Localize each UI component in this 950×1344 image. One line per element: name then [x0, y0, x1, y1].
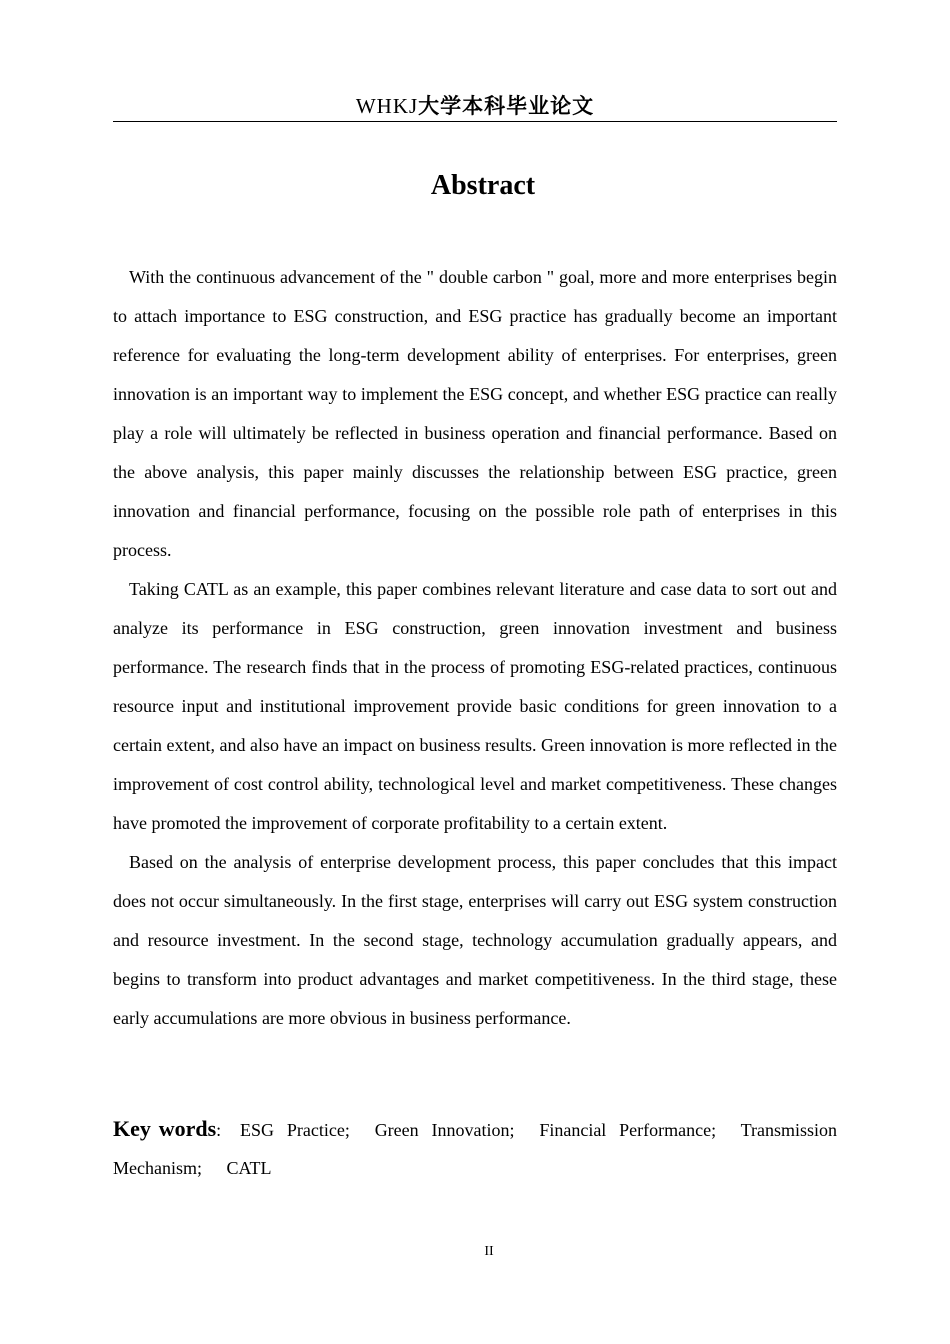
page-number: II: [484, 1244, 494, 1259]
keyword-item: Financial Performance;: [539, 1120, 717, 1140]
keyword-item: ESG Practice;: [240, 1120, 350, 1140]
abstract-paragraph: With the continuous advancement of the " double carbon " goal, more and more enterprises begin to attach importance to ESG construction, and ESG practice has gradually become an important reference for evaluating the long-term development ability of enterprises. For enterprises, green innovation is an important way to implement the ESG concept, and whether ESG practice can really play a role will ultimately be reflected in business operation and financial performance. Based on the above analysis, this paper mainly discusses the relationship between ESG practice, green innovation and financial performance, focusing on the possible role path of enterprises in this process.: [113, 267, 837, 560]
keyword-item: Green Innovation;: [374, 1120, 515, 1140]
keywords-colon: :: [216, 1120, 222, 1140]
keyword-item: Transmission Mechanism;: [113, 1120, 837, 1178]
running-header: [113, 92, 837, 122]
abstract-body: [113, 258, 837, 1038]
keyword-item: CATL: [226, 1158, 272, 1178]
keywords-label: Key words: [113, 1116, 217, 1141]
header-thesis-label: 大学本科毕业论文: [418, 94, 595, 118]
page-title: Abstract: [430, 170, 536, 201]
header-university-code: WHKJ: [355, 94, 419, 118]
abstract-paragraph: Taking CATL as an example, this paper combines relevant literature and case data to sort out and analyze its performance in ESG construction, green innovation investment and business performance. The research finds that in the process of promoting ESG-related practices, continuous resource input and institutional improvement provide basic conditions for green innovation to a certain extent, and also have an impact on business results. Green innovation is more reflected in the improvement of cost control ability, technological level and market competitiveness. These changes have promoted the improvement of corporate profitability to a certain extent.: [113, 579, 837, 833]
keywords-line: [113, 1110, 837, 1187]
abstract-paragraph: Based on the analysis of enterprise development process, this paper concludes that this impact does not occur simultaneously. In the first stage, enterprises will carry out ESG system construction and resource investment. In the second stage, technology accumulation gradually appears, and begins to transform into product advantages and market competitiveness. In the third stage, these early accumulations are more obvious in business performance.: [113, 852, 837, 1028]
